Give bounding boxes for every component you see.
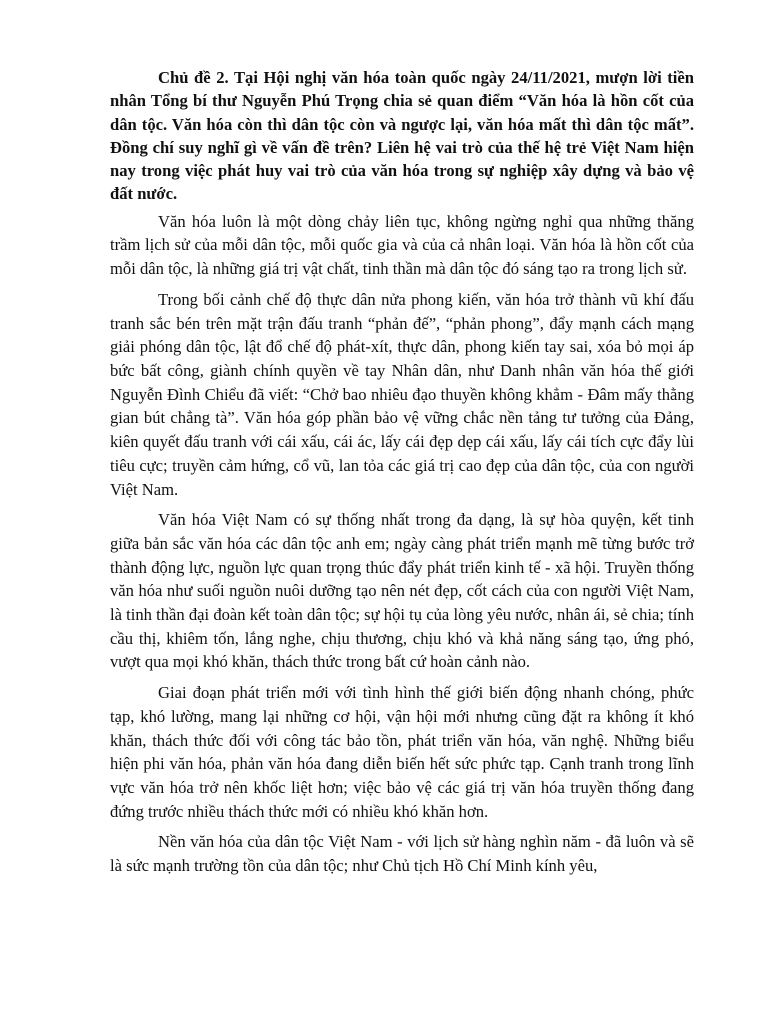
- document-title: Chủ đề 2. Tại Hội nghị văn hóa toàn quốc ngày 24/11/2021, mượn lời tiền nhân Tổng bí thư Nguyễn Phú Trọng chia sẻ quan điểm “Văn hóa là hồn cốt của dân tộc. Văn hóa còn thì dân tộc còn và ngược lại, văn hóa mất thì dân tộc mất”. Đồng chí suy nghĩ gì về vấn đề trên? Liên hệ vai trò của thế hệ trẻ Việt Nam hiện nay trong việc phát huy vai trò của văn hóa trong sự nghiệp xây dựng và bảo vệ đất nước.: [110, 68, 694, 204]
- paragraph-5: Nền văn hóa của dân tộc Việt Nam - với lịch sử hàng nghìn năm - đã luôn và sẽ là sức mạnh trường tồn của dân tộc; như Chủ tịch Hồ Chí Minh kính yêu,: [110, 832, 694, 876]
- paragraph-3: Văn hóa Việt Nam có sự thống nhất trong đa dạng, là sự hòa quyện, kết tinh giữa bản sắc văn hóa các dân tộc anh em; ngày càng phát triển mạnh mẽ từng bước trở thành động lực, nguồn lực quan trọng thúc đẩy phát triển kinh tế - xã hội. Truyền thống văn hóa như suối nguồn nuôi dưỡng tạo nên nét đẹp, cốt cách của con người Việt Nam, là tinh thần đại đoàn kết toàn dân tộc; sự hội tụ của lòng yêu nước, nhân ái, sẻ chia; tính cầu thị, khiêm tốn, lắng nghe, chịu thương, chịu khó và khả năng sáng tạo, ứng phó, vượt qua mọi khó khăn, thách thức trong bất cứ hoàn cảnh nào.: [110, 510, 694, 672]
- document-page: [110, 66, 694, 885]
- paragraph-2: Trong bối cảnh chế độ thực dân nửa phong kiến, văn hóa trở thành vũ khí đấu tranh sắc bén trên mặt trận đấu tranh “phản đế”, “phản phong”, đẩy mạnh cách mạng giải phóng dân tộc, lật đổ chế độ phát-xít, thực dân, phong kiến tay sai, xóa bỏ mọi áp bức bất công, giành chính quyền về tay Nhân dân, như Danh nhân văn hóa thế giới Nguyễn Đình Chiểu đã viết: “Chở bao nhiêu đạo thuyền không khẳm - Đâm mấy thằng gian bút chẳng tà”. Văn hóa góp phần bảo vệ vững chắc nền tảng tư tưởng của Đảng, kiên quyết đấu tranh với cái xấu, cái ác, lấy cái đẹp dẹp cái xấu, lấy cái tích cực đẩy lùi tiêu cực; truyền cảm hứng, cổ vũ, lan tỏa các giá trị cao đẹp của dân tộc, của con người Việt Nam.: [110, 289, 694, 499]
- paragraph-4: Giai đoạn phát triển mới với tình hình thế giới biến động nhanh chóng, phức tạp, khó lường, mang lại những cơ hội, vận hội mới nhưng cũng đặt ra không ít khó khăn, thách thức đối với công tác bảo tồn, phát triển văn hóa, văn nghệ. Những biểu hiện phi văn hóa, phản văn hóa đang diễn biến hết sức phức tạp. Cạnh tranh trong lĩnh vực văn hóa trở nên khốc liệt hơn; việc bảo vệ các giá trị văn hóa truyền thống đang đứng trước nhiều thách thức mới có nhiều khó khăn hơn.: [110, 683, 694, 821]
- paragraph-1: Văn hóa luôn là một dòng chảy liên tục, không ngừng nghỉ qua những thăng trầm lịch sử của mỗi dân tộc, mỗi quốc gia và của cả nhân loại. Văn hóa là hồn cốt của mỗi dân tộc, là những giá trị vật chất, tinh thần mà dân tộc đó sáng tạo ra trong lịch sử.: [110, 211, 694, 279]
